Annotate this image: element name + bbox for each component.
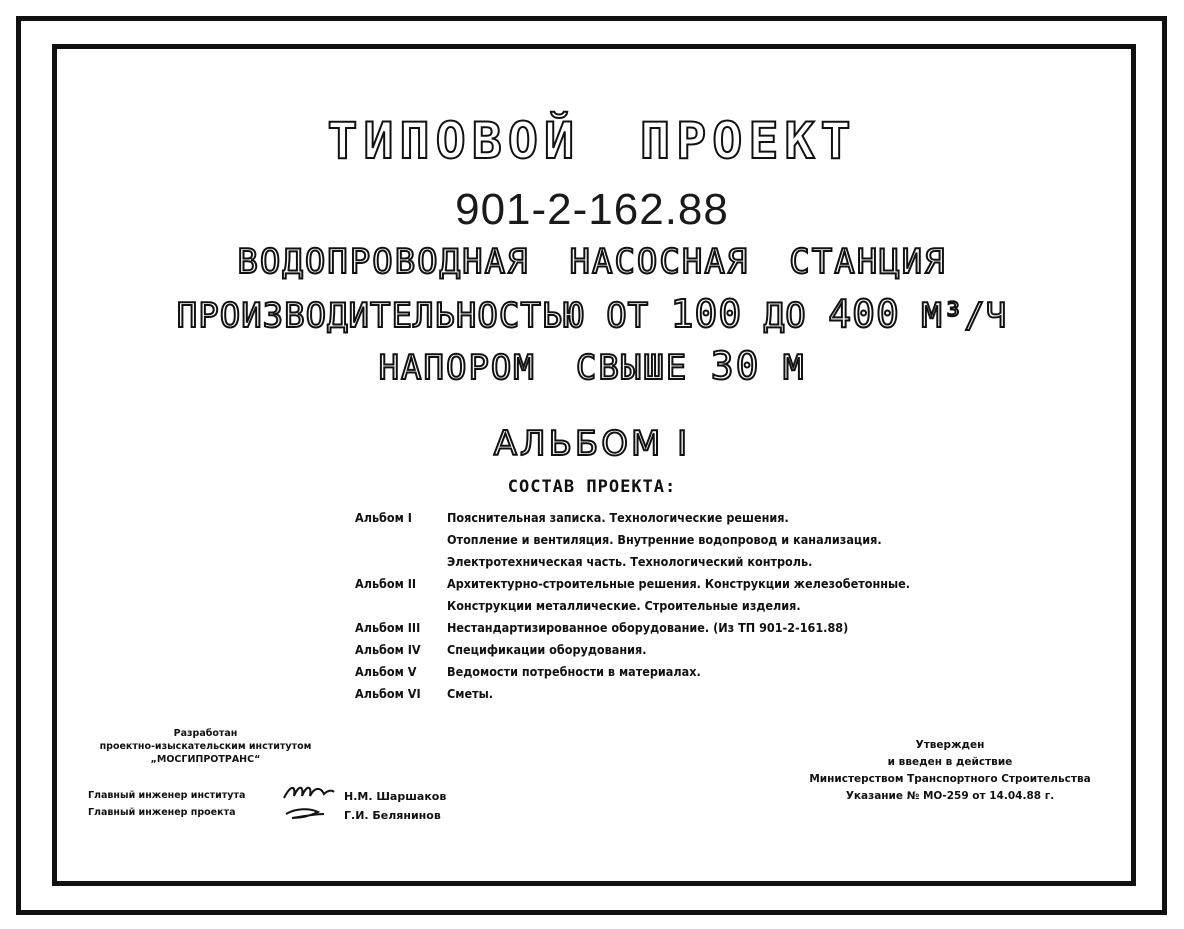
staff-name: Г.И. Белянинов [344,809,441,822]
album-description: Пояснительная записка. Технологические решения. [447,510,789,525]
album-label: Альбом IV [355,642,421,657]
head-unit: М [782,348,806,388]
album-description: Конструкции металлические. Строительные изделия. [447,598,801,613]
album-label: Альбом V [355,664,417,679]
head-value: 30 [710,344,761,388]
subject-word-3: СТАНЦИЯ [789,242,947,282]
title-word-1: ТИПОВОЙ [327,112,581,170]
head-text-1: НАПОРОМ [378,348,536,388]
album-label: Альбом VI [355,686,421,701]
album-description: Ведомости потребности в материалах. [447,664,701,679]
approval-line-1: Утвержден [915,739,985,751]
title-word-2: ПРОЕКТ [640,112,857,170]
album-description: Спецификации оборудования. [447,642,647,657]
developer-line-3: „МОСГИПРОТРАНС“ [150,754,261,765]
capacity-text: ПРОИЗВОДИТЕЛЬНОСТЬЮ ОТ [176,296,650,336]
approval-line-3: Министерством Транспортного Строительства [809,773,1091,785]
album-label: Альбом III [355,620,421,635]
approval-line-2: и введен в действие [887,756,1013,768]
capacity-unit: М³/Ч [921,296,1008,336]
developer-line-1: Разработан [173,728,238,739]
approval-block [800,737,1100,805]
album-description: Сметы. [447,686,494,701]
capacity-to-word: ДО [763,296,807,336]
album-title: АЛЬБОМ I [493,424,691,464]
head-text-2: СВЫШЕ [575,348,689,388]
album-label: Альбом I [355,510,412,525]
subject-line-1 [0,242,1184,282]
project-number: 901-2-162.88 [455,185,729,234]
capacity-from: 100 [670,292,743,336]
subject-line-3 [0,344,1184,388]
album-description: Отопление и вентиляция. Внутренние водопровод и канализация. [447,532,882,547]
developer-line-2: проектно-изыскательским институтом [99,741,312,752]
album-description: Электротехническая часть. Технологический контроль. [447,554,813,569]
staff-names [344,787,446,825]
staff-role: Главный инженер института [88,790,246,801]
album-label: Альбом II [355,576,417,591]
album-description: Нестандартизированное оборудование. (Из ТП 901-2-161.88) [447,620,849,635]
capacity-to: 400 [828,292,900,336]
signature-image [274,780,338,826]
subject-word-1: ВОДОПРОВОДНАЯ [237,242,530,282]
approval-line-4: Указание № МО-259 от 14.04.88 г. [845,790,1055,802]
subject-line-2 [0,292,1184,336]
document-title [0,112,1184,170]
staff-role: Главный инженер проекта [88,807,236,818]
subject-word-2: НАСОСНАЯ [569,242,750,282]
staff-roles [88,787,245,821]
developer-block [88,727,323,766]
contents-heading: СОСТАВ ПРОЕКТА: [507,477,677,497]
staff-name: Н.М. Шаршаков [344,790,447,803]
album-description: Архитектурно-строительные решения. Конструкции железобетонные. [447,576,911,591]
